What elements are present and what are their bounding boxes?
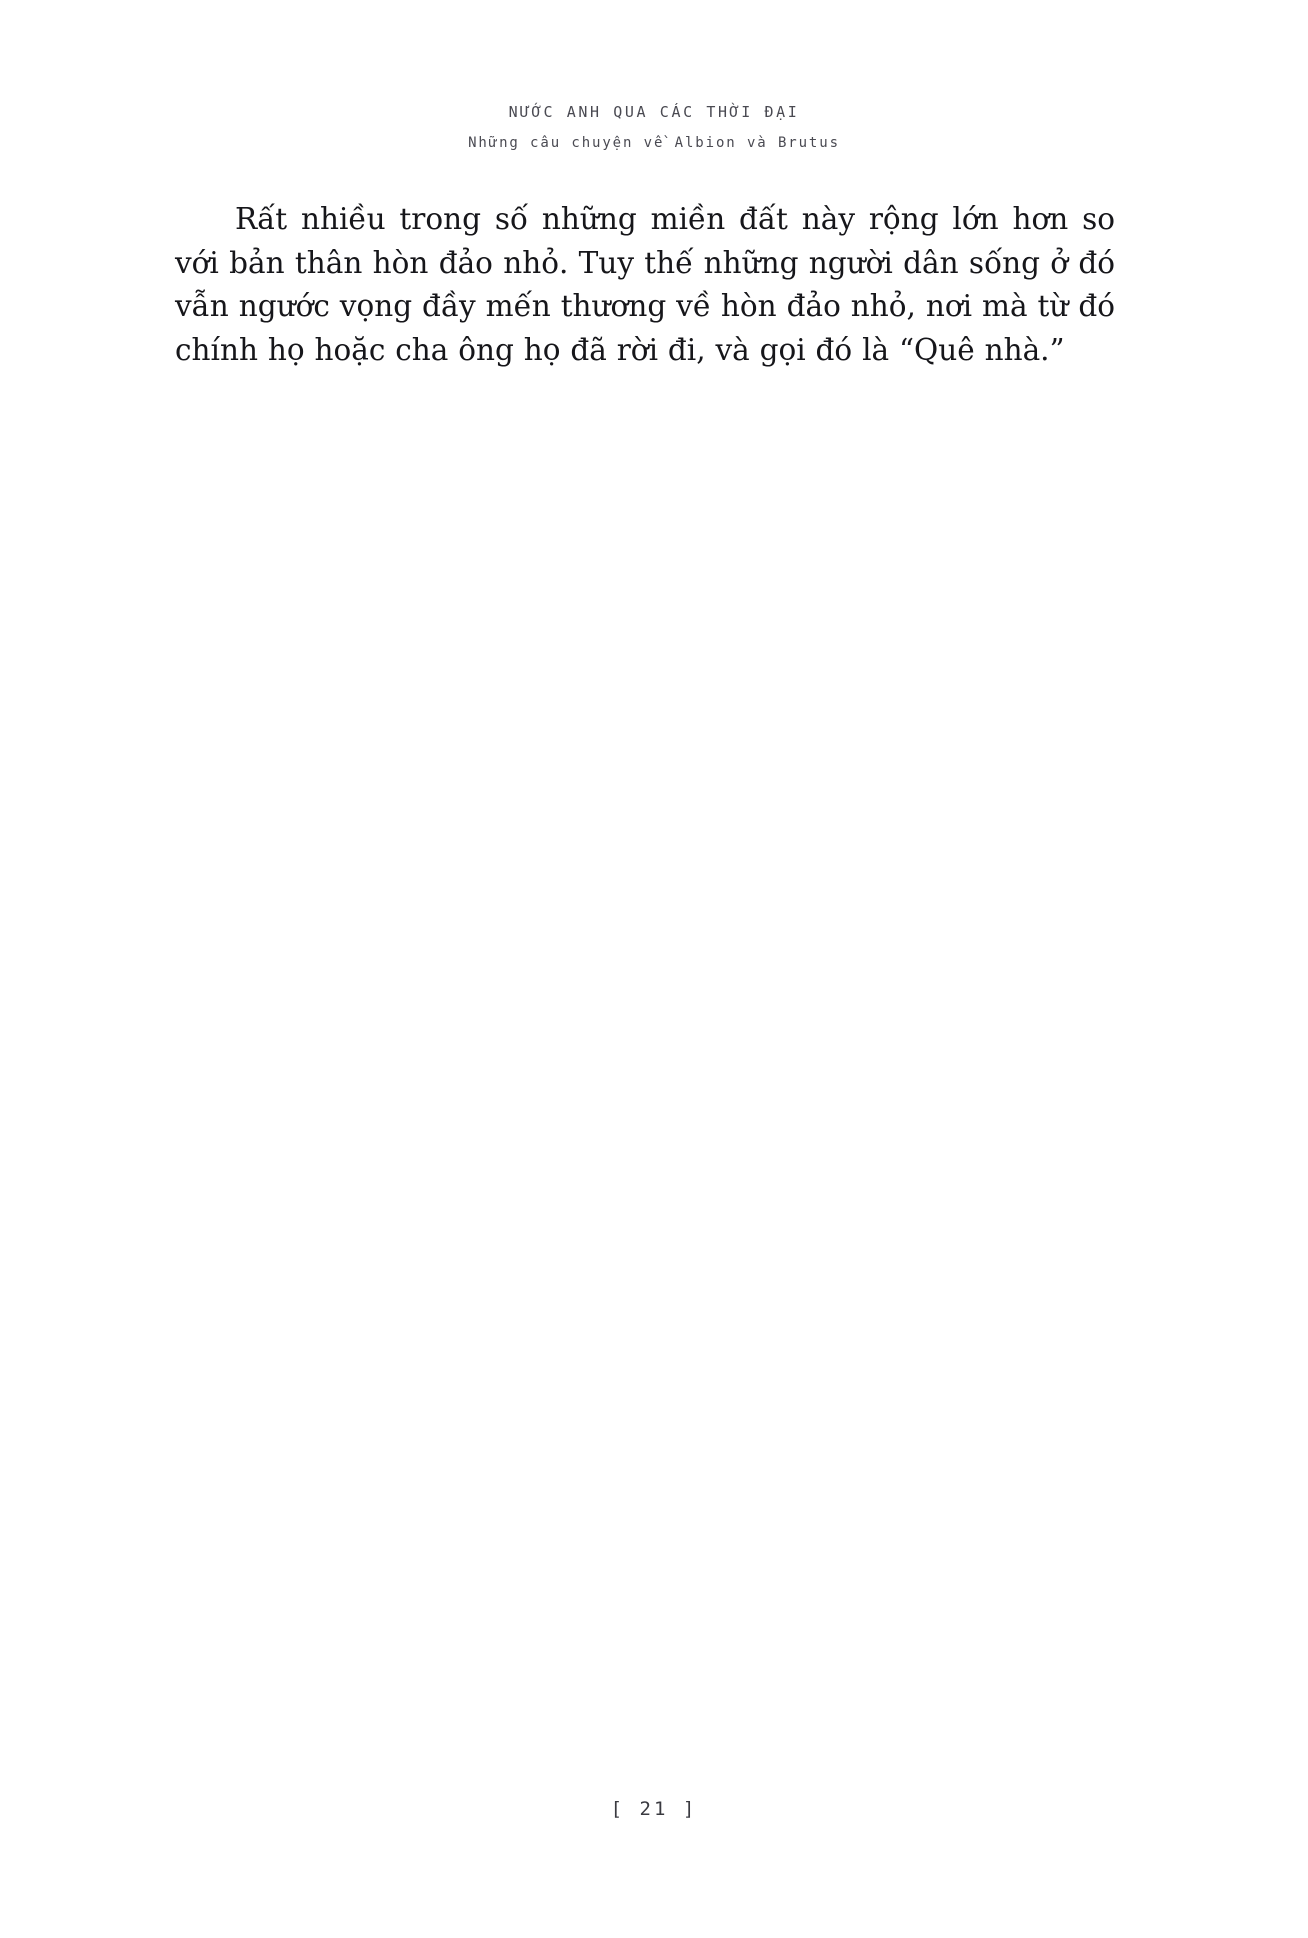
page-number: [ 21 ] (610, 1798, 698, 1820)
running-head-book-title: NƯỚC ANH QUA CÁC THỜI ĐẠI (508, 103, 800, 121)
running-head-chapter-title: Những câu chuyện về Albion và Brutus (468, 135, 840, 151)
body-text-block (175, 198, 1115, 372)
running-head (0, 100, 1308, 154)
paragraph: Rất nhiều trong số những miền đất này rộng lớn hơn so với bản thân hòn đảo nhỏ. Tuy thế những người dân sống ở đó vẫn ngước vọng đầy mến thương về hòn đảo nhỏ, nơi mà từ đó chính họ hoặc cha ông họ đã rời đi, và gọi đó là “Quê nhà.” (175, 202, 1115, 367)
